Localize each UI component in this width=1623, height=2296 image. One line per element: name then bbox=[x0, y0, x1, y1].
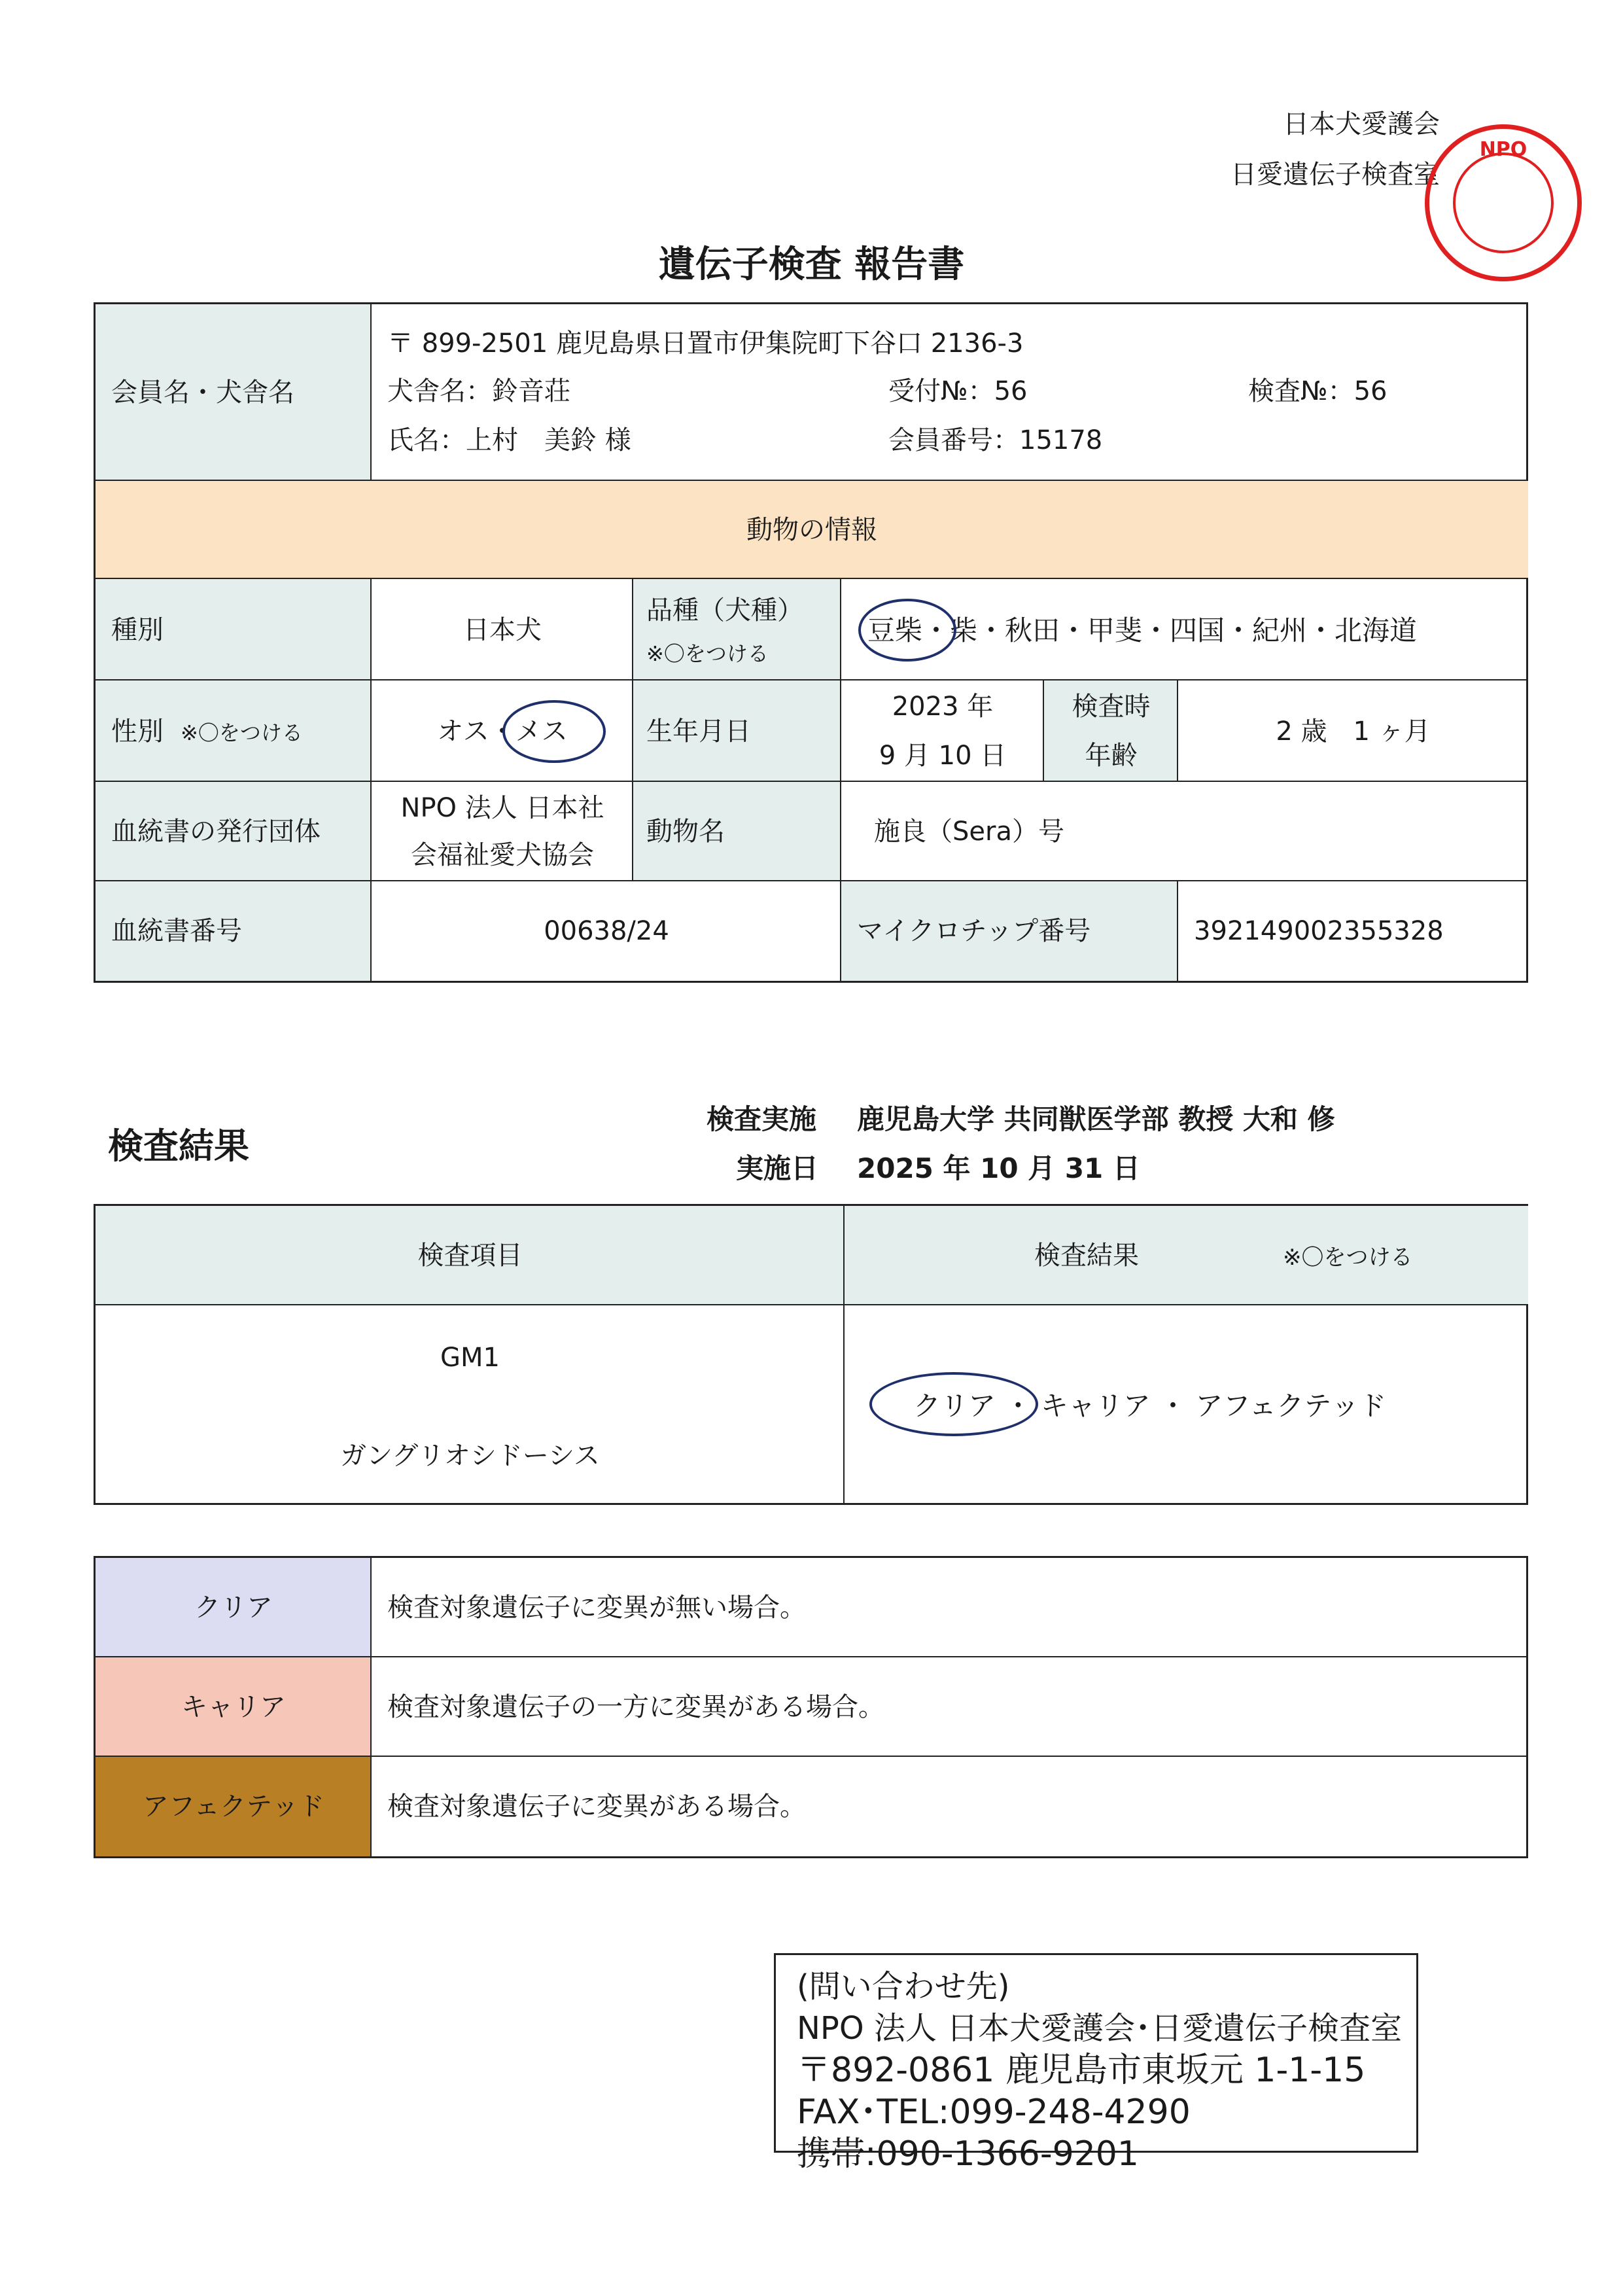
species-label-cell bbox=[96, 579, 372, 680]
legend-term-cell bbox=[96, 1657, 372, 1757]
age-label-1: 検査時 bbox=[1072, 692, 1151, 722]
sex-options: オス・メス bbox=[437, 716, 568, 747]
birth-label-cell bbox=[633, 680, 841, 782]
contact-box bbox=[774, 1953, 1418, 2174]
breed-selected-circle bbox=[858, 599, 956, 662]
org-name: 日本犬愛護会 bbox=[1283, 109, 1440, 139]
chip-label-cell bbox=[841, 881, 1178, 981]
legend-term-affected: アフェクテッド bbox=[143, 1792, 324, 1822]
item-code: GM1 bbox=[440, 1343, 500, 1373]
age-label-cell bbox=[1044, 680, 1178, 782]
breed-label-cell bbox=[633, 579, 841, 680]
sex-value-cell bbox=[372, 680, 633, 782]
birth-label: 生年月日 bbox=[646, 716, 751, 747]
pedigree-org-2: 会福祉愛犬協会 bbox=[411, 840, 594, 870]
pedigree-no-label-cell bbox=[96, 881, 372, 981]
breed-options: 豆柴・柴・秋田・甲斐・四国・紀州・北海道 bbox=[867, 614, 1418, 646]
legend-term-cell bbox=[96, 1558, 372, 1657]
pedigree-no-cell bbox=[372, 881, 841, 981]
sex-selected-circle bbox=[502, 700, 606, 763]
member-label-cell bbox=[96, 304, 372, 481]
contact-mobile: 携帯:090-1366-9201 bbox=[797, 2134, 1139, 2174]
lab-name: 日愛遺伝子検査室 bbox=[1230, 160, 1440, 190]
results-heading: 検査結果 bbox=[108, 1125, 249, 1167]
col-item-header bbox=[96, 1206, 845, 1305]
animal-info-title: 動物の情報 bbox=[746, 515, 877, 545]
kennel-name: 犬舎名：鈴音荘 bbox=[387, 376, 570, 406]
age-label-2: 年齢 bbox=[1085, 741, 1138, 771]
legend-desc-affected: 検査対象遺伝子に変異がある場合。 bbox=[387, 1792, 806, 1822]
animal-name-cell bbox=[841, 782, 1528, 881]
address: 〒 899-2501 鹿児島県日置市伊集院町下谷口 2136-3 bbox=[387, 328, 1024, 359]
col-result-note: ※〇をつける bbox=[1283, 1245, 1413, 1271]
species-value: 日本犬 bbox=[463, 615, 542, 645]
contact-fax-tel: FAX･TEL:099-248-4290 bbox=[797, 2093, 1191, 2132]
page-title: 遺伝子検査 報告書 bbox=[658, 243, 965, 286]
legend-desc-clear: 検査対象遺伝子に変異が無い場合。 bbox=[387, 1593, 806, 1623]
sex-label-cell bbox=[96, 680, 372, 782]
species-value-cell bbox=[372, 579, 633, 680]
animal-name-label-cell bbox=[633, 782, 841, 881]
item-name: ガングリオシドーシス bbox=[340, 1441, 600, 1471]
col-result-header bbox=[845, 1206, 1528, 1305]
performer: 鹿児島大学 共同獣医学部 教授 大和 修 bbox=[857, 1103, 1335, 1135]
age-value-cell bbox=[1178, 680, 1528, 782]
pedigree-org-label: 血統書の発行団体 bbox=[111, 817, 321, 847]
member-name: 氏名：上村 美鈴 様 bbox=[387, 425, 631, 455]
age-value: 2 歳 1 ヶ月 bbox=[1276, 716, 1431, 747]
legend-table bbox=[94, 1556, 1528, 1858]
result-cell bbox=[845, 1305, 1528, 1503]
sex-label: 性別 bbox=[111, 716, 164, 747]
species-label: 種別 bbox=[111, 615, 164, 645]
receipt-no: 受付№：56 bbox=[888, 376, 1028, 406]
animal-info-header bbox=[96, 481, 1528, 579]
breed-options-cell bbox=[841, 579, 1528, 680]
date-label: 実施日 bbox=[736, 1152, 819, 1184]
col-result: 検査結果 bbox=[1034, 1241, 1139, 1271]
legend-term-cell bbox=[96, 1757, 372, 1856]
pedigree-org-cell bbox=[372, 782, 633, 881]
results-table bbox=[94, 1204, 1528, 1505]
exam-no: 検査№：56 bbox=[1248, 376, 1387, 406]
pedigree-no: 00638/24 bbox=[544, 916, 669, 946]
legend-desc-cell bbox=[372, 1558, 1528, 1657]
item-cell bbox=[96, 1305, 845, 1503]
legend-desc-cell bbox=[372, 1657, 1528, 1757]
exam-date: 2025 年 10 月 31 日 bbox=[857, 1152, 1140, 1184]
pedigree-org-1: NPO 法人 日本社 bbox=[400, 793, 604, 823]
pedigree-no-label: 血統書番号 bbox=[111, 916, 242, 946]
col-item: 検査項目 bbox=[417, 1241, 523, 1271]
contact-org: NPO 法人 日本犬愛護会･日愛遺伝子検査室 bbox=[797, 2010, 1403, 2047]
performer-label: 検査実施 bbox=[707, 1103, 817, 1135]
contact-heading: (問い合わせ先) bbox=[797, 1968, 1010, 2005]
legend-term-carrier: キャリア bbox=[181, 1692, 286, 1722]
breed-label: 品種（犬種） bbox=[646, 595, 803, 626]
legend-desc-carrier: 検査対象遺伝子の一方に変異がある場合。 bbox=[387, 1692, 884, 1722]
chip-no-cell bbox=[1178, 881, 1528, 981]
birth-year: 2023 年 bbox=[892, 692, 994, 722]
legend-term-clear: クリア bbox=[194, 1593, 273, 1623]
member-no: 会員番号：15178 bbox=[888, 425, 1103, 455]
legend-desc-cell bbox=[372, 1757, 1528, 1856]
result-selected-circle bbox=[869, 1372, 1038, 1436]
chip-no: 392149002355328 bbox=[1194, 916, 1444, 946]
birth-date: 9 月 10 日 bbox=[879, 741, 1007, 771]
animal-name: 施良（Sera）号 bbox=[874, 817, 1064, 847]
breed-note: ※〇をつける bbox=[646, 641, 769, 666]
seal-text: NPO bbox=[1479, 138, 1527, 161]
info-table bbox=[94, 302, 1528, 983]
result-options: クリア ・ キャリア ・ アフェクテッド bbox=[913, 1390, 1387, 1422]
member-label: 会員名・犬舎名 bbox=[111, 378, 294, 408]
contact-address: 〒892-0861 鹿児島市東坂元 1-1-15 bbox=[797, 2051, 1366, 2090]
sex-note: ※〇をつける bbox=[181, 720, 303, 745]
member-info-cell bbox=[372, 304, 1528, 481]
pedigree-org-label-cell bbox=[96, 782, 372, 881]
chip-label: マイクロチップ番号 bbox=[857, 916, 1091, 946]
birth-value-cell bbox=[841, 680, 1044, 782]
animal-name-label: 動物名 bbox=[646, 817, 725, 847]
